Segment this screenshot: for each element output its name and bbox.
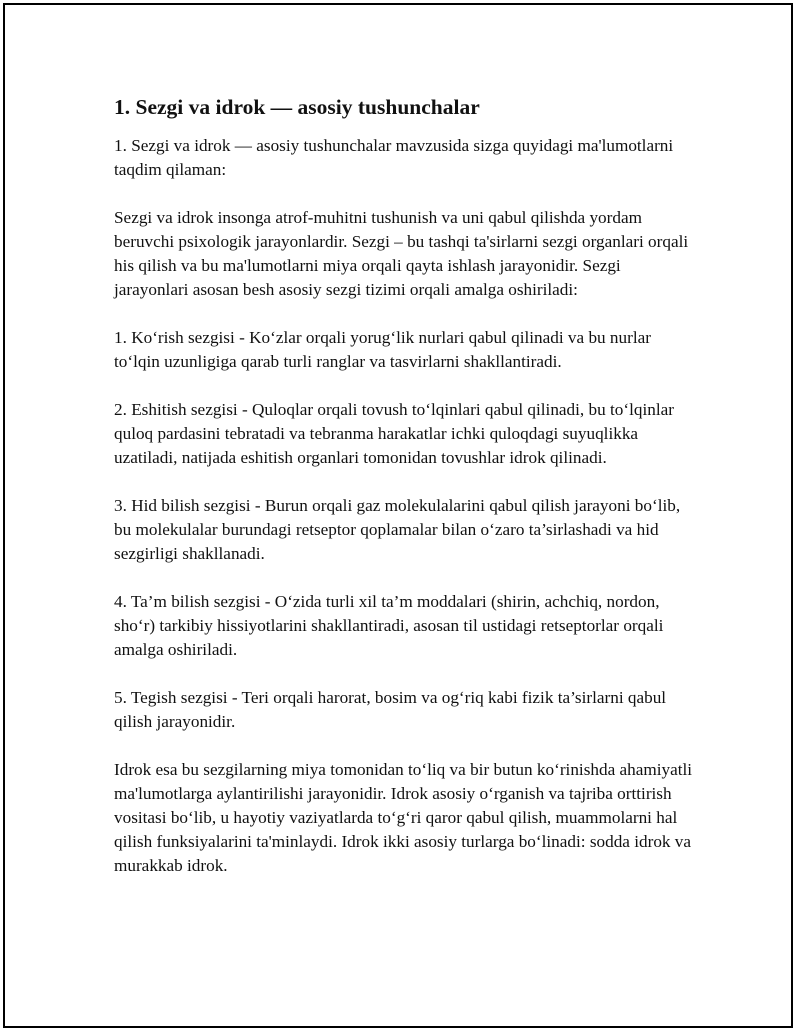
- sense-item-smell: 3. Hid bilish sezgisi - Burun orqali gaz molekulalarini qabul qilish jarayoni bo‘lib, bu molekulalar burundagi retseptor qoplamalar bilan o‘zaro ta’sirlashadi va hid sezgirligi shakllanadi.: [114, 496, 681, 563]
- idrok-paragraph: Idrok esa bu sezgilarning miya tomonidan to‘liq va bir butun ko‘rinishda ahamiyatli ma'lumotlarga aylantirilishi jarayonidir. Idrok asosiy o‘rganish va tajriba orttirish vositasi bo‘lib, u hayotiy vaziyatlarda to‘g‘ri qaror qabul qilish, muammolarni hal qilish funksiyalarini ta'minlaydi. Idrok ikki asosiy turlarga bo‘linadi: sodda idrok va murakkab idrok.: [114, 760, 693, 875]
- sense-item-taste: 4. Ta’m bilish sezgisi - O‘zida turli xil ta’m moddalari (shirin, achchiq, nordon, sho‘r) tarkibiy hissiyotlarini shakllantiradi, asosan til ustidagi retseptorlar orqali amalga oshiriladi.: [114, 592, 664, 659]
- document-title: 1. Sezgi va idrok — asosiy tushunchalar: [114, 95, 480, 119]
- sense-item-touch: 5. Tegish sezgisi - Teri orqali harorat, bosim va og‘riq kabi fizik ta’sirlarni qabul qilish jarayonidir.: [114, 688, 667, 731]
- document-body: [114, 94, 694, 902]
- sense-item-hearing: 2. Eshitish sezgisi - Quloqlar orqali tovush to‘lqinlari qabul qilinadi, bu to‘lqinlar quloq pardasini tebratadi va tebranma harakatlar ichki quloqdagi suyuqlikka uzatiladi, natijada eshitish organlari tomonidan tovushlar idrok qilinadi.: [114, 400, 674, 467]
- sezgi-definition-paragraph: Sezgi va idrok insonga atrof-muhitni tushunish va uni qabul qilishda yordam beruvchi psixologik jarayonlardir. Sezgi – bu tashqi ta'sirlarni sezgi organlari orqali his qilish va bu ma'lumotlarni miya orqali qayta ishlash jarayonidir. Sezgi jarayonlari asosan besh asosiy sezgi tizimi orqali amalga oshiriladi:: [114, 208, 689, 299]
- sense-item-sight: 1. Ko‘rish sezgisi - Ko‘zlar orqali yorug‘lik nurlari qabul qilinadi va bu nurlar to‘lqin uzunligiga qarab turli ranglar va tasvirlarni shakllantiradi.: [114, 328, 651, 371]
- intro-paragraph: 1. Sezgi va idrok — asosiy tushunchalar mavzusida sizga quyidagi ma'lumotlarni taqdim qilaman:: [114, 136, 674, 179]
